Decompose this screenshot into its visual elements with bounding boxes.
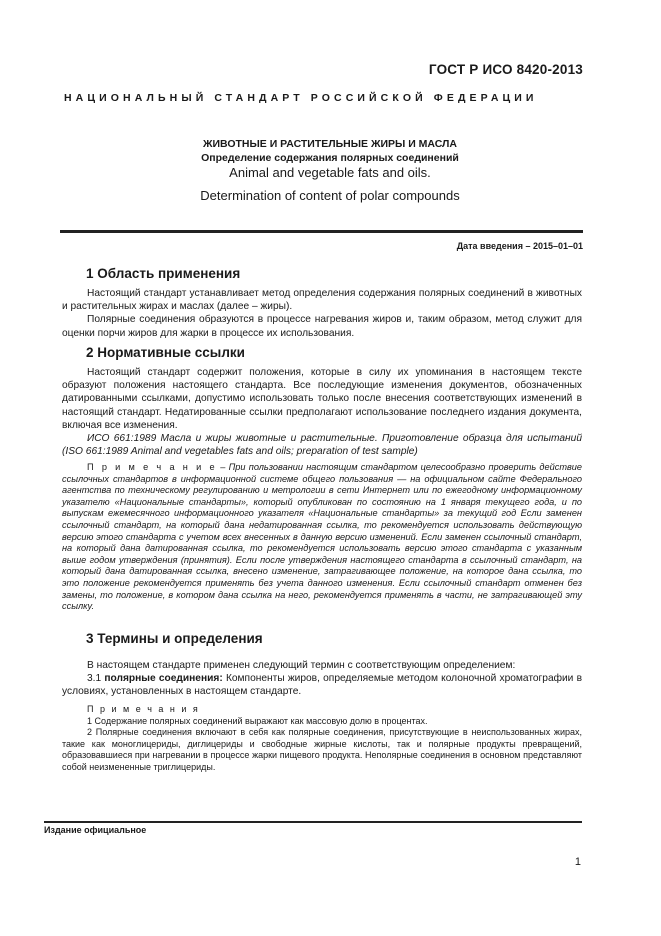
notes-label: П р и м е ч а н и я (87, 704, 200, 714)
national-standard-banner: НАЦИОНАЛЬНЫЙ СТАНДАРТ РОССИЙСКОЙ ФЕДЕРАЦИИ (64, 92, 538, 104)
title-ru-main: ЖИВОТНЫЕ И РАСТИТЕЛЬНЫЕ ЖИРЫ И МАСЛА (202, 138, 458, 150)
note-body: – При пользовании настоящим стандартом целесообразно проверить действие ссылочных стандартов в информационной системе общего пользования — на официальном сайте Федерального агентства по техническому регулированию и метрологии в сети Интернет или по ежегодному информационному указателю «Национальные стандарты», который опубликован по состоянию на 1 января текущего года, и по выпускам ежемесячного информационного указателя «Национальные стандарты» за текущий год Если заменен ссылочный стандарт, на который дана недатированная ссылка, то рекомендуется использовать действующую версию этого стандарта с учетом всех внесенных в данную версию изменений. Если заменен ссылочный стандарт, на который дана датированная ссылка, то рекомендуется использовать версию этого стандарта с указанным выше годом утверждения (принятия). Если после утверждения настоящего стандарта в ссылочный стандарт, на который дана датированная ссылка, внесено изменение, затрагивающее положение, на которое дана ссылка, то это положение рекомендуется применять без учета данного изменения. Если ссылочный стандарт отменен без замены, то положение, в котором дана ссылка на него, рекомендуется применять в части, не затрагивающей эту ссылку. (62, 462, 582, 612)
section-2-paragraph-1: Настоящий стандарт содержит положения, которые в силу их упоминания в настоящем тексте образуют положения настоящего стандарта. Все последующие изменения документов, обозначенных датированными ссылками, допустимо использовать только после внесения соответствующих изменений в настоящий стандарт. Недатированные ссылки предполагают использование последнего издания документа, включая все изменения. (62, 367, 582, 431)
section-1-paragraph-2: Полярные соединения образуются в процессе нагревания жиров и, таким образом, метод служит для оценки порчи жиров для жарки в процессе их использования. (62, 314, 582, 339)
term-number: 3.1 (87, 673, 105, 685)
page-number: 1 (574, 856, 581, 868)
section-1-heading: 1 Область применения (86, 266, 241, 281)
section-3-notes (62, 704, 582, 773)
section-3-paragraph-1: В настоящем стандарте применен следующий термин с соответствующим определением: (87, 660, 516, 671)
section-2-heading: 2 Нормативные ссылки (86, 345, 245, 360)
edition-label: Издание официальное (44, 825, 147, 835)
note-1: 1 Содержание полярных соединений выражают как массовую долю в процентах. (87, 715, 428, 726)
introduction-date: Дата введения – 2015–01–01 (456, 241, 583, 251)
title-en-main: Animal and vegetable fats and oils. (229, 165, 431, 180)
note-label: П р и м е ч а н и е (87, 462, 218, 472)
term-text: Компоненты жиров, определяемые методом колоночной хроматографии в условиях, установленных в настоящем стандарте. (62, 673, 582, 698)
title-en-sub: Determination of content of polar compounds (200, 188, 460, 203)
section-2-reference: ИСО 661:1989 Масла и жиры животные и растительные. Приготовление образца для испытаний (ISO 661:1989 Animal and vegetables fats and oils; preparation of test sample) (62, 433, 582, 458)
footer-divider (44, 821, 582, 823)
section-3-heading: 3 Термины и определения (86, 631, 263, 646)
section-2-note (62, 462, 582, 613)
term-definition (62, 672, 582, 698)
section-2-body (62, 366, 582, 458)
title-ru-sub: Определение содержания полярных соединений (201, 152, 459, 164)
note-2: 2 Полярные соединения включают в себя как полярные соединения, присутствующие в неиспользованных жирах, такие как моноглицериды, диглицериды и свободные жирные кислоты, так и полярные продукты превращений, образовавшиеся при нагревании в процессе жарки пищевого продукта. Неполярные соединения в основном представляют собой неизмененные триглицериды. (62, 727, 582, 772)
section-1-body (62, 287, 582, 340)
section-3-body (62, 659, 582, 699)
standard-id: ГОСТ Р ИСО 8420-2013 (428, 62, 583, 77)
term-name: полярные соединения: (104, 673, 223, 685)
title-divider (60, 230, 583, 233)
section-1-paragraph-1: Настоящий стандарт устанавливает метод определения содержания полярных соединений в животных и растительных жирах и маслах (далее – жиры). (62, 288, 582, 313)
